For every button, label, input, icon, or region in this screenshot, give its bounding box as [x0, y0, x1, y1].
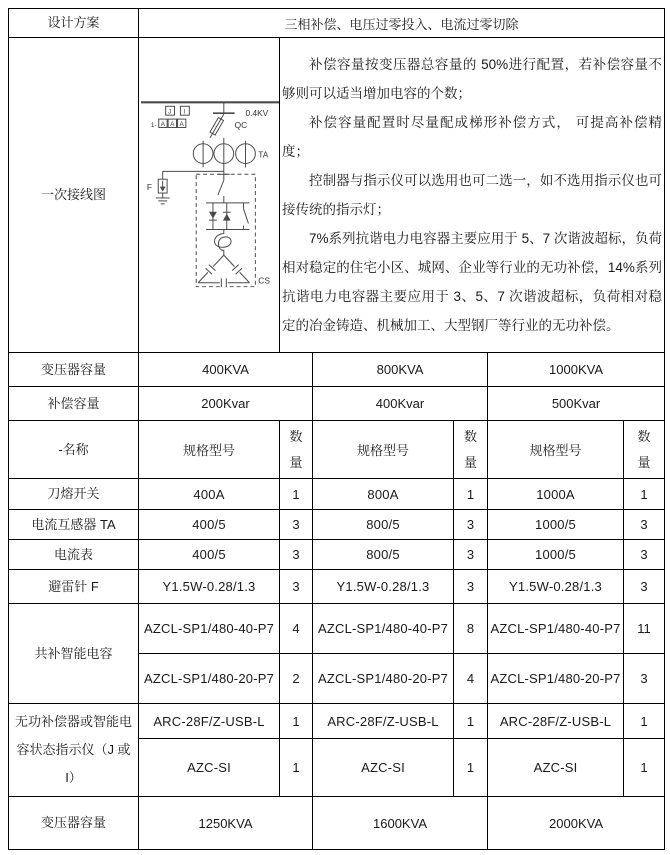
- compensation-capacity-value: 400Kvar: [313, 387, 488, 421]
- item-qty: 3: [280, 510, 313, 540]
- ammeter-a3: A: [179, 120, 184, 128]
- compensation-capacity-label: 补偿容量: [9, 387, 139, 421]
- transformer-capacity-value: 1250KVA: [139, 797, 313, 850]
- indicator-row-1: [9, 704, 665, 739]
- note-paragraph: 补偿容量配置时尽量配成梯形补偿方式， 可提高补偿精度；: [282, 115, 663, 159]
- diagram-label: 一次接线图: [9, 38, 139, 353]
- smart-cap-label: 共补智能电容: [9, 604, 139, 704]
- cs-module-box: [196, 174, 255, 286]
- item-row-knife-fuse-switch: [9, 479, 665, 510]
- transformer-capacity-value: 1000KVA: [488, 353, 665, 387]
- item-qty: 3: [280, 540, 313, 570]
- note-paragraph: 7%系列抗谐电力电容器主要应用于 5、7 次谐波超标，负荷相对稳定的住宅小区、城网、企业等行业的无功补偿，14%系列抗谐电力电容器主要应用于 3、5、7 次谐波超标，负荷相对稳定的冶金铸造、机械加工、大型钢厂等行业的无功补偿。: [282, 231, 663, 333]
- item-row-ammeter: [9, 540, 665, 570]
- transformer-capacity-label: 变压器容量: [9, 353, 139, 387]
- item-qty: 11: [624, 604, 665, 654]
- item-spec: 400A: [139, 479, 280, 510]
- item-qty: 3: [624, 654, 665, 704]
- smart-cap-row-1: [9, 604, 665, 654]
- transformer-capacity-row: [9, 353, 665, 387]
- item-spec: 1000/5: [488, 510, 624, 540]
- name-header: -名称: [9, 421, 139, 479]
- qty-header: 数量: [454, 421, 488, 479]
- f-label: F: [146, 182, 153, 193]
- spec-header: 规格型号: [488, 421, 624, 479]
- item-spec: AZCL-SP1/480-40-P7: [488, 604, 624, 654]
- item-qty: 2: [280, 654, 313, 704]
- arrester-branch: [156, 171, 224, 204]
- item-qty: 4: [454, 654, 488, 704]
- item-qty: 8: [454, 604, 488, 654]
- item-spec: AZC-SI: [139, 739, 280, 797]
- j-box-label: J: [168, 108, 172, 116]
- item-qty: 3: [624, 570, 665, 604]
- compensation-capacity-row: [9, 387, 665, 421]
- spec-header: 规格型号: [139, 421, 280, 479]
- item-qty: 3: [624, 540, 665, 570]
- transformer-capacity-value: 800KVA: [313, 353, 488, 387]
- item-qty: 1: [624, 739, 665, 797]
- item-spec: AZCL-SP1/480-20-P7: [313, 654, 454, 704]
- item-spec: Y1.5W-0.28/1.3: [313, 570, 454, 604]
- ta-label: TA: [258, 149, 269, 160]
- item-name: 电流互感器 TA: [9, 510, 139, 540]
- item-spec: 800A: [313, 479, 454, 510]
- item-row-current-transformer: [9, 510, 665, 540]
- item-qty: 3: [624, 510, 665, 540]
- notes-cell: [280, 38, 665, 353]
- column-header-row: [9, 421, 665, 479]
- diagram-row: [9, 38, 665, 353]
- item-qty: 4: [280, 604, 313, 654]
- item-spec: AZCL-SP1/480-40-P7: [313, 604, 454, 654]
- design-label: 设计方案: [9, 9, 139, 38]
- item-spec: AZC-SI: [313, 739, 454, 797]
- item-qty: 1: [454, 479, 488, 510]
- transformer-capacity-value: 1600KVA: [313, 797, 488, 850]
- qc-label: QC: [234, 119, 248, 130]
- item-spec: AZCL-SP1/480-20-P7: [139, 654, 280, 704]
- voltage-label: 0.4KV: [245, 108, 269, 119]
- compensation-capacity-value: 200Kvar: [139, 387, 313, 421]
- qty-header: 数量: [624, 421, 665, 479]
- item-qty: 1: [454, 739, 488, 797]
- transformer-capacity-value: 2000KVA: [488, 797, 665, 850]
- diagram-cell: [139, 38, 280, 353]
- item-spec: Y1.5W-0.28/1.3: [139, 570, 280, 604]
- note-paragraph: 补偿容量按变压器总容量的 50%进行配置，若补偿容量不够则可以适当增加电容的个数；: [282, 57, 663, 101]
- item-name: 避雷针 F: [9, 570, 139, 604]
- qc-fuse-switch: [210, 114, 224, 138]
- item-spec: 1000A: [488, 479, 624, 510]
- item-qty: 3: [454, 570, 488, 604]
- item-spec: 1000/5: [488, 540, 624, 570]
- i-box-label: I: [183, 108, 186, 116]
- item-spec: AZC-SI: [488, 739, 624, 797]
- design-row: [9, 9, 665, 38]
- indicator-label: 无功补偿器或智能电容状态指示仪（J 或 I）: [9, 704, 139, 797]
- item-qty: 1: [454, 704, 488, 739]
- transformer-capacity-row-bottom: [9, 797, 665, 850]
- item-spec: AZCL-SP1/480-20-P7: [488, 654, 624, 704]
- item-qty: 1: [280, 704, 313, 739]
- qty-header: 数量: [280, 421, 313, 479]
- item-qty: 3: [454, 540, 488, 570]
- spec-header: 规格型号: [313, 421, 454, 479]
- spec-table: [8, 8, 665, 850]
- compensation-capacity-value: 500Kvar: [488, 387, 665, 421]
- thyristor-module: [206, 203, 249, 230]
- ammeter-prefix: 1-: [150, 121, 157, 129]
- controller-indicator-boxes: [151, 106, 189, 129]
- transformer-capacity-value: 400KVA: [139, 353, 313, 387]
- item-spec: 400/5: [139, 510, 280, 540]
- item-name: 刀熔开关: [9, 479, 139, 510]
- item-spec: ARC-28F/Z-USB-L: [488, 704, 624, 739]
- item-qty: 3: [454, 510, 488, 540]
- item-qty: 1: [624, 479, 665, 510]
- item-qty: 1: [280, 479, 313, 510]
- item-spec: AZCL-SP1/480-40-P7: [139, 604, 280, 654]
- ammeter-a1: A: [160, 120, 165, 128]
- item-qty: 1: [624, 704, 665, 739]
- item-qty: 3: [280, 570, 313, 604]
- reactor-coil: [215, 230, 232, 256]
- note-paragraph: 控制器与指示仪可以选用也可二选一，如不选用指示仪也可接传统的指示灯；: [282, 173, 663, 217]
- item-spec: ARC-28F/Z-USB-L: [313, 704, 454, 739]
- cs-label: CS: [258, 275, 270, 286]
- item-spec: Y1.5W-0.28/1.3: [488, 570, 624, 604]
- item-spec: 800/5: [313, 540, 454, 570]
- delta-capacitor-bank: [198, 255, 249, 287]
- item-spec: 400/5: [139, 540, 280, 570]
- transformer-capacity-label: 变压器容量: [9, 797, 139, 850]
- item-name: 电流表: [9, 540, 139, 570]
- item-spec: ARC-28F/Z-USB-L: [139, 704, 280, 739]
- one-line-diagram: [141, 38, 280, 352]
- item-row-arrester: [9, 570, 665, 604]
- item-qty: 1: [280, 739, 313, 797]
- ammeter-a2: A: [170, 120, 175, 128]
- design-value: 三相补偿、电压过零投入、电流过零切除: [139, 9, 665, 38]
- item-spec: 800/5: [313, 510, 454, 540]
